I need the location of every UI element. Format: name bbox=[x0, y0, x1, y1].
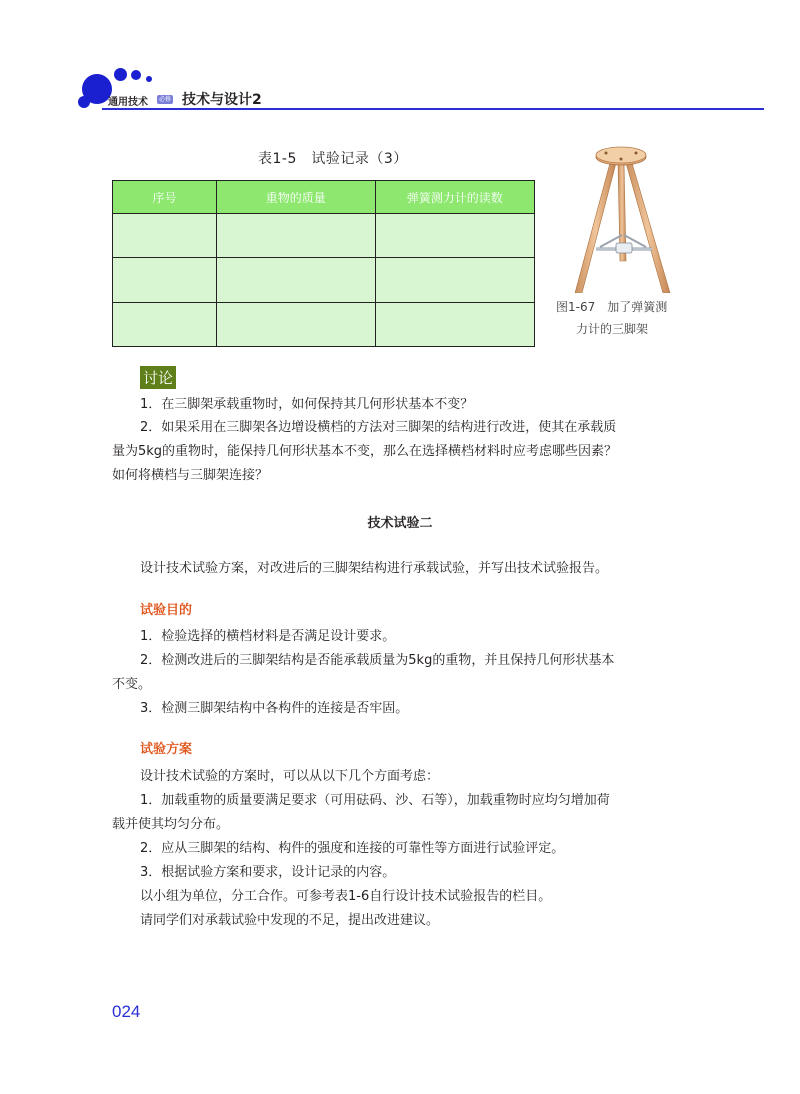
table-cell bbox=[217, 258, 375, 302]
discussion-question-2-line1: 2．如果采用在三脚架各边增设横档的方法对三脚架的结构进行改进，使其在承载质 bbox=[140, 420, 617, 435]
table-header-cell: 重物的质量 bbox=[217, 181, 375, 214]
experiment-intro: 设计技术试验方案，对改进后的三脚架结构进行承载试验，并写出技术试验报告。 bbox=[140, 561, 609, 576]
plan-item-1-line1: 1．加载重物的质量要满足要求（可用砝码、沙、石等），加载重物时应均匀增加荷 bbox=[140, 793, 610, 808]
table-header-row bbox=[113, 181, 535, 214]
table-cell bbox=[375, 214, 534, 258]
table-cell bbox=[217, 214, 375, 258]
figure-caption bbox=[556, 296, 701, 340]
table-cell bbox=[375, 302, 534, 346]
table-cell bbox=[113, 258, 217, 302]
header-badge: 必修 bbox=[159, 96, 172, 103]
plan-intro: 设计技术试验的方案时，可以从以下几个方面考虑： bbox=[140, 769, 440, 784]
discussion-question-2-line3: 如何将横档与三脚架连接？ bbox=[112, 468, 269, 483]
purpose-item-3: 3．检测三脚架结构中各构件的连接是否牢固。 bbox=[140, 701, 409, 716]
table-caption: 表1-5 试验记录（3） bbox=[258, 151, 408, 167]
figure-caption-line: 力计的三脚架 bbox=[576, 322, 649, 336]
table-cell bbox=[113, 302, 217, 346]
plan-item-3: 3．根据试验方案和要求，设计记录的内容。 bbox=[140, 865, 396, 880]
discussion-question-1: 1．在三脚架承载重物时，如何保持其几何形状基本不变？ bbox=[140, 397, 474, 412]
plan-item-2: 2．应从三脚架的结构、构件的强度和连接的可靠性等方面进行试验评定。 bbox=[140, 841, 565, 856]
header-dot-bottom bbox=[78, 96, 90, 108]
record-table bbox=[112, 180, 535, 347]
plan-suggestion: 请同学们对承载试验中发现的不足，提出改进建议。 bbox=[140, 913, 440, 928]
purpose-item-1: 1．检验选择的横档材料是否满足设计要求。 bbox=[140, 629, 396, 644]
plan-item-1-line2: 载并使其均匀分布。 bbox=[112, 817, 230, 832]
page-number: 024 bbox=[112, 1002, 141, 1021]
header-dot-small bbox=[131, 70, 141, 80]
experiment-title: 技术试验二 bbox=[367, 516, 433, 531]
table-row bbox=[113, 214, 535, 258]
header-dot-medium bbox=[114, 68, 127, 81]
table-cell bbox=[375, 258, 534, 302]
plan-group-note: 以小组为单位，分工合作。可参考表1-6自行设计技术试验报告的栏目。 bbox=[140, 889, 552, 904]
purpose-item-2-line1: 2．检测改进后的三脚架结构是否能承载质量为5kg的重物，并且保持几何形状基本 bbox=[140, 653, 615, 668]
figure-caption-line: 图1-67 加了弹簧测 bbox=[556, 300, 668, 314]
table-cell bbox=[113, 214, 217, 258]
table-header-cell: 序号 bbox=[113, 181, 217, 214]
discussion-tag: 讨论 bbox=[140, 366, 176, 389]
header-dot-tiny bbox=[146, 76, 152, 82]
header-series: 通用技术 bbox=[108, 97, 148, 108]
table-header-cell: 弹簧测力计的读数 bbox=[375, 181, 534, 214]
plan-heading: 试验方案 bbox=[140, 742, 193, 757]
purpose-item-2-line2: 不变。 bbox=[112, 677, 152, 692]
table-row bbox=[113, 302, 535, 346]
table-row bbox=[113, 258, 535, 302]
header-book-title: 技术与设计2 bbox=[182, 92, 262, 108]
tripod-illustration bbox=[560, 143, 685, 293]
discussion-question-2-line2: 量为5kg的重物时，能保持几何形状基本不变，那么在选择横档材料时应考虑哪些因素？ bbox=[112, 444, 618, 459]
table-cell bbox=[217, 302, 375, 346]
purpose-heading: 试验目的 bbox=[140, 603, 193, 618]
